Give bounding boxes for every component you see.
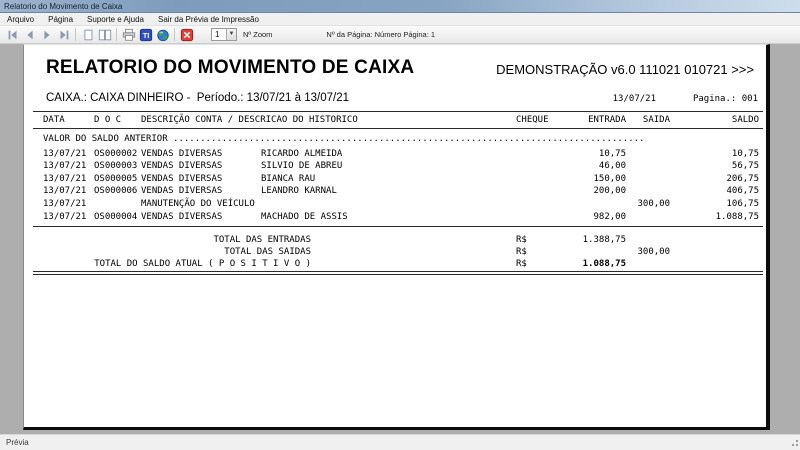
col-header-doc: D O C xyxy=(94,115,122,125)
col-header-data: DATA xyxy=(43,115,65,125)
horizontal-rule xyxy=(33,111,763,112)
zoom-value: 1 xyxy=(215,30,220,39)
double-rule xyxy=(33,271,763,275)
currency-symbol: R$ xyxy=(516,247,527,257)
total-saldo-row xyxy=(24,259,766,271)
printer-setup-button[interactable] xyxy=(137,27,154,42)
print-button[interactable] xyxy=(120,27,137,42)
printer-setup-icon xyxy=(139,28,153,42)
printer-icon xyxy=(122,28,136,42)
chevron-down-icon[interactable]: ▼ xyxy=(226,29,236,40)
previous-balance-row xyxy=(24,134,766,146)
report-title: RELATORIO DO MOVIMENTO DE CAIXA xyxy=(46,57,415,78)
table-row: 13/07/21 OS000002 VENDAS DIVERSAS RICARDO ALMEIDA 10,75 10,75 xyxy=(43,149,759,159)
toolbar-separator xyxy=(174,28,175,41)
currency-symbol: R$ xyxy=(516,259,527,269)
zoom-label: Nº Zoom xyxy=(243,30,273,39)
menu-pagina[interactable]: Página xyxy=(48,14,74,24)
col-header-conta: DESCRIÇÃO CONTA / DESCRICAO DO HISTORICO xyxy=(141,115,358,125)
last-page-icon xyxy=(57,28,71,42)
previous-page-button[interactable] xyxy=(21,27,38,42)
menu-sair-da-previa[interactable]: Sair da Prévia de Impressão xyxy=(157,14,259,24)
table-row: 13/07/21 OS000003 VENDAS DIVERSAS SILVIO DE ABREU 46,00 56,75 xyxy=(43,161,759,171)
resize-grip-icon[interactable] xyxy=(789,439,798,448)
previous-page-icon xyxy=(23,28,37,42)
last-page-button[interactable] xyxy=(55,27,72,42)
previous-balance-label: VALOR DO SALDO ANTERIOR ....................................................................................... xyxy=(43,134,645,144)
col-header-entrada: ENTRADA xyxy=(588,115,626,125)
window-title: Relatorio do Movimento de Caixa xyxy=(4,2,123,11)
report-page xyxy=(23,44,770,430)
menu-bar xyxy=(0,13,800,26)
total-entradas-row xyxy=(24,235,766,247)
demo-version-label: DEMONSTRAÇÃO v6.0 111021 010721 >>> xyxy=(496,62,754,77)
col-header-cheque: CHEQUE xyxy=(516,115,549,125)
total-saldo-label: TOTAL DO SALDO ATUAL ( P O S I T I V O ) xyxy=(94,259,311,269)
currency-symbol: R$ xyxy=(516,235,527,245)
menu-arquivo[interactable]: Arquivo xyxy=(7,14,35,24)
total-saidas-label: TOTAL DAS SAIDAS xyxy=(224,247,311,257)
table-row: 13/07/21 OS000006 VENDAS DIVERSAS LEANDRO KARNAL 200,00 406,75 xyxy=(43,186,759,196)
toolbar xyxy=(0,26,800,44)
total-entradas-label: TOTAL DAS ENTRADAS xyxy=(213,235,311,245)
col-header-saida: SAIDA xyxy=(642,115,670,125)
table-header-row xyxy=(24,115,766,127)
page-number-label: Nº da Página: Número Página: 1 xyxy=(326,30,436,39)
first-page-icon xyxy=(6,28,20,42)
two-page-view-icon xyxy=(98,28,112,42)
report-page-number: Pagina.: 001 xyxy=(692,94,758,104)
first-page-button[interactable] xyxy=(4,27,21,42)
zoom-select[interactable] xyxy=(211,28,237,41)
next-page-icon xyxy=(40,28,54,42)
total-saidas-value: 300,00 xyxy=(637,247,670,257)
table-row: 13/07/21 OS000005 VENDAS DIVERSAS BIANCA RAU 150,00 206,75 xyxy=(43,174,759,184)
total-saldo-value: 1.088,75 xyxy=(582,259,626,269)
horizontal-rule xyxy=(33,226,763,227)
preview-area[interactable] xyxy=(0,44,800,434)
zoom-control xyxy=(211,28,272,41)
next-page-button[interactable] xyxy=(38,27,55,42)
close-preview-button[interactable] xyxy=(178,27,195,42)
report-date: 13/07/21 xyxy=(612,94,656,104)
status-label: Prévia xyxy=(6,438,29,447)
two-page-view-button[interactable] xyxy=(96,27,113,42)
svg-text:TI: TI xyxy=(142,30,149,40)
table-row: 13/07/21 MANUTENÇÃO DO VEÍCULO 300,00 106,75 xyxy=(43,199,759,209)
export-button[interactable] xyxy=(154,27,171,42)
status-bar xyxy=(0,434,800,450)
single-page-view-button[interactable] xyxy=(79,27,96,42)
total-entradas-value: 1.388,75 xyxy=(582,235,626,245)
globe-icon xyxy=(156,28,170,42)
report-subtitle: CAIXA.: CAIXA DINHEIRO - Período.: 13/07/21 à 13/07/21 xyxy=(46,92,349,104)
col-header-saldo: SALDO xyxy=(731,115,759,125)
close-icon xyxy=(180,28,194,42)
menu-suporte-e-ajuda[interactable]: Suporte e Ajuda xyxy=(87,14,144,24)
total-saidas-row xyxy=(24,247,766,259)
toolbar-separator xyxy=(75,28,76,41)
table-row: 13/07/21 OS000004 VENDAS DIVERSAS MACHADO DE ASSIS 982,00 1.088,75 xyxy=(43,212,759,222)
horizontal-rule xyxy=(33,128,763,129)
title-bar xyxy=(0,0,800,13)
toolbar-separator xyxy=(116,28,117,41)
single-page-view-icon xyxy=(81,28,95,42)
